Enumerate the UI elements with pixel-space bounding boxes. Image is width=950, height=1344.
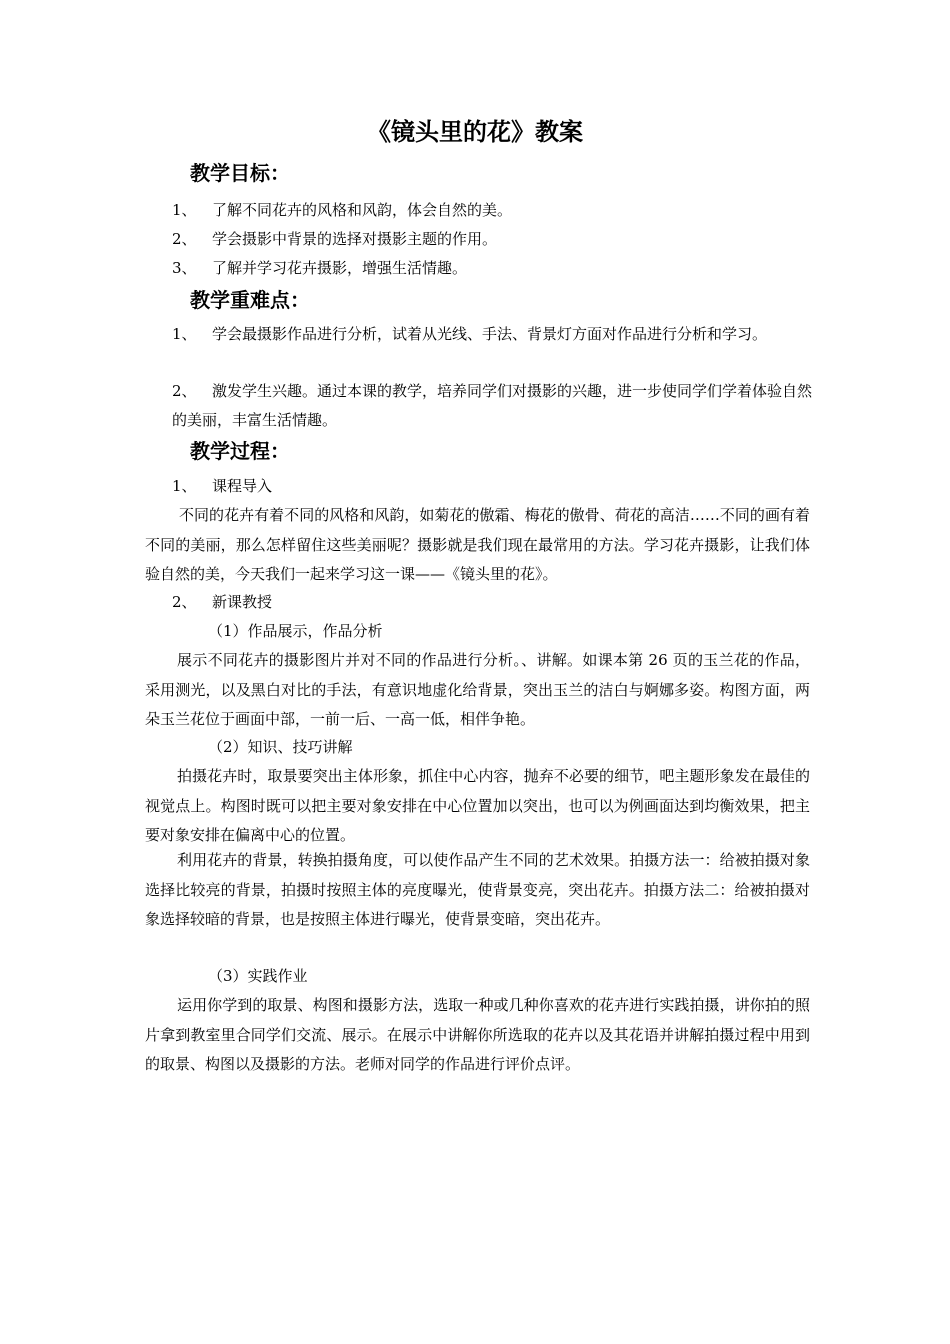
objectives-heading: 教学目标：: [190, 161, 290, 185]
step-1: [172, 472, 812, 501]
list-number: 2、: [172, 593, 197, 611]
list-number: 1、: [172, 325, 197, 343]
list-number: 3、: [172, 259, 197, 277]
list-text: 激发学生兴趣。通过本课的教学，培养同学们对摄影的兴趣，进一步使同学们学着体验自然的美丽，丰富生活情趣。: [172, 382, 813, 429]
list-number: 2、: [172, 382, 197, 400]
document-title: 《镜头里的花》教案: [367, 118, 583, 146]
list-number: 1、: [172, 477, 197, 495]
objective-item-2: [172, 225, 812, 254]
list-number: 1、: [172, 201, 197, 219]
key-points-heading: 教学重难点：: [190, 288, 310, 312]
subsection-2-heading: （2）知识、技巧讲解: [208, 738, 353, 756]
list-text: 学会摄影中背景的选择对摄影主题的作用。: [212, 230, 498, 248]
step-label: 课程导入: [212, 477, 273, 495]
subsection-1-paragraph: 展示不同花卉的摄影图片并对不同的作品进行分析。、讲解。如课本第 26 页的玉兰花的作品，采用测光，以及黑白对比的手法，有意识地虚化给背景，突出玉兰的洁白与婀娜多姿。构图方面，两朵玉兰花位于画面中部，一前一后、一高一低，相伴争艳。: [145, 651, 810, 728]
objective-item-3: [172, 254, 812, 283]
key-point-item-2: [172, 377, 812, 435]
step-label: 新课教授: [212, 593, 273, 611]
subsection-1-heading: （1）作品展示，作品分析: [208, 622, 383, 640]
subsection-2-paragraph-2: 利用花卉的背景，转换拍摄角度，可以使作品产生不同的艺术效果。拍摄方法一：给被拍摄对象选择比较亮的背景，拍摄时按照主体的亮度曝光，使背景变亮，突出花卉。拍摄方法二：给被拍摄对象选择较暗的背景，也是按照主体进行曝光，使背景变暗，突出花卉。: [145, 851, 810, 928]
list-text: 了解并学习花卉摄影，增强生活情趣。: [212, 259, 468, 277]
objective-item-1: [172, 196, 812, 225]
intro-paragraph: 不同的花卉有着不同的风格和风韵，如菊花的傲霜、梅花的傲骨、荷花的高洁……不同的画有着不同的美丽，那么怎样留住这些美丽呢？摄影就是我们现在最常用的方法。学习花卉摄影，让我们体验自然的美，今天我们一起来学习这一课——《镜头里的花》。: [145, 506, 810, 583]
list-text: 了解不同花卉的风格和风韵，体会自然的美。: [212, 201, 513, 219]
process-heading: 教学过程：: [190, 439, 290, 463]
list-text: 学会最摄影作品进行分析，试着从光线、手法、背景灯方面对作品进行分析和学习。: [212, 325, 768, 343]
step-2: [172, 588, 812, 617]
list-number: 2、: [172, 230, 197, 248]
subsection-2-paragraph-1: 拍摄花卉时，取景要突出主体形象，抓住中心内容，抛弃不必要的细节，吧主题形象发在最佳的视觉点上。构图时既可以把主要对象安排在中心位置加以突出，也可以为例画面达到均衡效果，把主要对象安排在偏离中心的位置。: [145, 767, 810, 844]
subsection-3-paragraph: 运用你学到的取景、构图和摄影方法，选取一种或几种你喜欢的花卉进行实践拍摄，讲你拍的照片拿到教室里合同学们交流、展示。在展示中讲解你所选取的花卉以及其花语并讲解拍摄过程中用到的取景、构图以及摄影的方法。老师对同学的作品进行评价点评。: [145, 996, 810, 1073]
subsection-3-heading: （3）实践作业: [208, 967, 308, 985]
key-point-item-1: [172, 320, 812, 349]
